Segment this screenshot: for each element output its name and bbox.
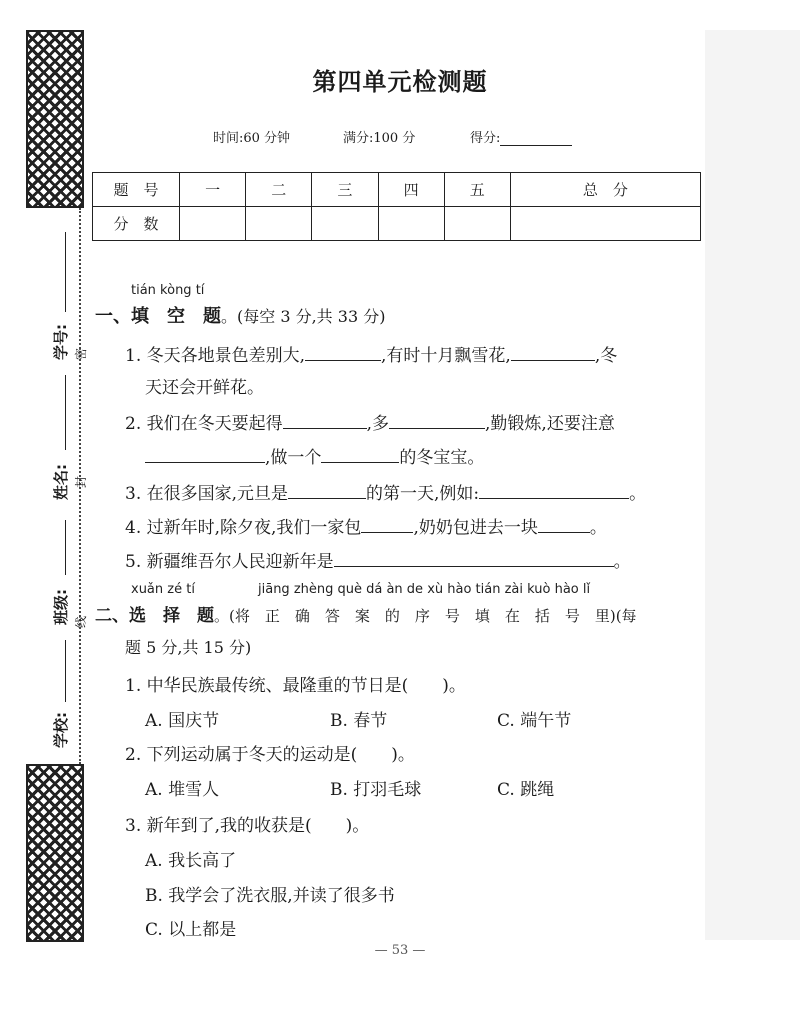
answer-blank[interactable] bbox=[389, 410, 485, 429]
score-blank[interactable] bbox=[500, 131, 572, 146]
answer-blank[interactable] bbox=[538, 514, 590, 533]
header-cell: 五 bbox=[444, 173, 510, 207]
score-table bbox=[92, 172, 701, 241]
answer-blank[interactable] bbox=[288, 480, 366, 499]
seal-mark-feng: 封 bbox=[74, 475, 88, 488]
number-line bbox=[65, 232, 66, 312]
choice-option[interactable]: A. 堆雪人 bbox=[145, 780, 220, 800]
choice-option[interactable]: B. 我学会了洗衣服,并读了很多书 bbox=[145, 886, 395, 906]
choice-option[interactable]: C. 端午节 bbox=[497, 711, 572, 731]
header-cell: 四 bbox=[378, 173, 444, 207]
choice-option[interactable]: A. 国庆节 bbox=[145, 711, 220, 731]
full-score-info: 满分:100 分 bbox=[343, 131, 416, 146]
school-line bbox=[65, 640, 66, 702]
score-cell[interactable] bbox=[312, 207, 378, 241]
decorative-pattern-top bbox=[26, 30, 84, 208]
school-label: 学校: bbox=[52, 712, 70, 748]
header-cell: 总 分 bbox=[510, 173, 700, 207]
seal-mark-xian: 线 bbox=[74, 615, 88, 628]
number-label: 学号: bbox=[52, 324, 70, 360]
choice-question-2: 2. 下列运动属于冬天的运动是( )。 bbox=[125, 745, 415, 765]
answer-blank[interactable] bbox=[479, 480, 629, 499]
row-label: 分 数 bbox=[93, 207, 180, 241]
answer-blank[interactable] bbox=[283, 410, 367, 429]
answer-blank[interactable] bbox=[334, 548, 614, 567]
score-cell[interactable] bbox=[246, 207, 312, 241]
choice-option[interactable]: C. 以上都是 bbox=[145, 920, 237, 940]
answer-blank[interactable] bbox=[511, 342, 595, 361]
choice-option[interactable]: A. 我长高了 bbox=[145, 851, 237, 871]
class-label: 班级: bbox=[52, 589, 70, 625]
section1-pinyin: tián kòng tí bbox=[131, 283, 205, 298]
time-info: 时间:60 分钟 bbox=[213, 131, 291, 146]
page-number: — 53 — bbox=[374, 943, 426, 958]
header-cell: 三 bbox=[312, 173, 378, 207]
class-line bbox=[65, 520, 66, 575]
fill-question-1: 1. 冬天各地景色差别大, ,有时十月飘雪花, ,冬 bbox=[125, 341, 617, 366]
answer-blank[interactable] bbox=[321, 444, 399, 463]
fill-question-1-cont: 天还会开鲜花。 bbox=[145, 378, 264, 398]
choice-option[interactable]: C. 跳绳 bbox=[497, 780, 555, 800]
score-cell[interactable] bbox=[180, 207, 246, 241]
score-cell[interactable] bbox=[444, 207, 510, 241]
fill-question-2-cont: ,做一个 的冬宝宝。 bbox=[145, 443, 484, 468]
fill-question-4: 4. 过新年时,除夕夜,我们一家包 ,奶奶包进去一块 。 bbox=[125, 513, 607, 538]
score-cell[interactable] bbox=[378, 207, 444, 241]
score-table-header bbox=[93, 173, 701, 207]
score-table-row bbox=[93, 207, 701, 241]
answer-blank[interactable] bbox=[145, 444, 265, 463]
score-cell[interactable] bbox=[510, 207, 700, 241]
section2-note-cont: 题 5 分,共 15 分) bbox=[125, 638, 252, 657]
header-cell: 一 bbox=[180, 173, 246, 207]
answer-blank[interactable] bbox=[305, 342, 381, 361]
choice-question-1: 1. 中华民族最传统、最隆重的节日是( )。 bbox=[125, 676, 466, 696]
section1-heading: 一、填 空 题。(每空 3 分,共 33 分) bbox=[95, 306, 386, 327]
page-title: 第四单元检测题 bbox=[312, 68, 488, 96]
name-line bbox=[65, 375, 66, 450]
section2-pinyin: xuǎn zé tí bbox=[131, 582, 195, 597]
choice-option[interactable]: B. 春节 bbox=[330, 711, 388, 731]
choice-option[interactable]: B. 打羽毛球 bbox=[330, 780, 422, 800]
section2-note-pinyin: jiāng zhèng què dá àn de xù hào tián zài kuò hào lǐ bbox=[258, 582, 591, 597]
choice-question-3: 3. 新年到了,我的收获是( )。 bbox=[125, 816, 370, 836]
score-info: 得分: bbox=[470, 127, 572, 146]
name-label: 姓名: bbox=[52, 464, 70, 500]
fill-question-2: 2. 我们在冬天要起得 ,多 ,勤锻炼,还要注意 bbox=[125, 409, 615, 434]
decorative-pattern-bottom bbox=[26, 764, 84, 942]
header-cell: 二 bbox=[246, 173, 312, 207]
answer-blank[interactable] bbox=[361, 514, 413, 533]
fill-question-3: 3. 在很多国家,元旦是 的第一天,例如: 。 bbox=[125, 479, 646, 504]
header-cell: 题 号 bbox=[93, 173, 180, 207]
page-shadow bbox=[705, 30, 800, 940]
fill-question-5: 5. 新疆维吾尔人民迎新年是 。 bbox=[125, 547, 631, 572]
seal-mark-mi: 密 bbox=[74, 347, 88, 360]
section2-heading: 二、选 择 题。(将 正 确 答 案 的 序 号 填 在 括 号 里)(每 bbox=[95, 606, 637, 626]
